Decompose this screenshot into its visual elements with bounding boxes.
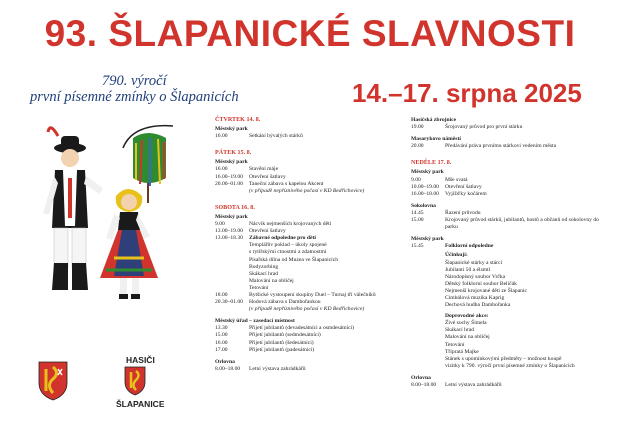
list-item: Malování na obličej: [445, 334, 490, 341]
day-heading-friday: PÁTEK 15. 8.: [215, 150, 252, 157]
event-time: 9.00: [411, 176, 421, 183]
venue-heading: Městský park: [411, 169, 444, 176]
event-time: 16.00–19.00: [215, 173, 243, 180]
list-item: Malování na obličej: [249, 277, 294, 284]
list-item: s rytířskými ctnostmi a zdatnostmi: [249, 249, 327, 256]
list-item: Dechová hudba Dambořanka: [445, 302, 511, 309]
event-time: 17.00: [215, 346, 228, 353]
venue-heading: Sokolovna: [411, 202, 436, 209]
event-time: 15.00: [411, 217, 424, 224]
event-text: Letní výstava zahrádkářů: [445, 382, 502, 388]
weather-note: (v případě nepříznivého počasí v KD Bedřichovice): [249, 306, 365, 313]
list-item: Skákací hrad: [445, 327, 475, 334]
subtitle-line-2: první písemné zmínky o Šlapanicích: [30, 89, 239, 105]
festival-dates: 14.–17. srpna 2025: [352, 78, 582, 108]
event-row: [215, 174, 405, 181]
kids-activities-list: [215, 242, 405, 292]
event-text: Přijetí jubilantů (devadesátníci a osmdesátníci): [249, 325, 355, 332]
event-time: 16.00–18.00: [411, 190, 439, 197]
list-item: Živé sochy Šimela: [445, 320, 487, 327]
event-text: Taneční zábava s kapelou Akcent: [249, 180, 324, 187]
slapanice-label: ŠLAPANICE: [116, 399, 165, 409]
event-time: 8.00–18.00: [215, 365, 241, 372]
event-time: 13.00–19.00: [215, 228, 243, 235]
hasici-shield-icon: [124, 366, 146, 396]
event-time: 8.00–18.00: [411, 382, 437, 388]
event-text: Vyjížďky kočárem: [445, 190, 487, 197]
list-item: Stánek s upomínkovými předměty – možnost koupě: [445, 355, 562, 362]
event-text: Otevření šatlavy: [249, 228, 286, 235]
event-time: 9.00: [215, 221, 225, 228]
event-row: [215, 332, 405, 339]
venue-heading: Městský park: [411, 236, 444, 243]
venue-heading: Masarykovo náměstí: [411, 136, 461, 143]
event-row: [411, 382, 611, 389]
event-text: Folklorní odpoledne: [445, 243, 494, 250]
list-item: vizitky k 790. výročí první písemné zmínky o Šlapanicích: [445, 362, 575, 369]
venue-heading: Hasičská zbrojnice: [411, 117, 457, 123]
event-time: 19.00: [411, 124, 424, 131]
performers-heading: Účinkují:: [445, 252, 468, 259]
event-time: 10.00–19.00: [411, 183, 439, 190]
list-item: Jubilanti 50 a élsmtí: [445, 266, 491, 273]
list-item: Třípratá Majke: [445, 348, 479, 355]
list-item: Tetování: [445, 341, 465, 348]
event-text: Přijetí jubilantů (padesátníci): [249, 346, 315, 353]
event-text: Setkání bývalých stárků: [249, 133, 303, 140]
event-row: [215, 181, 405, 188]
event-row: [411, 243, 611, 250]
event-time: 16.00: [215, 166, 228, 173]
poster-title: 93. ŠLAPANICKÉ SLAVNOSTI: [44, 13, 576, 54]
event-text: Přijetí jubilantů (šedesátníci): [249, 339, 314, 346]
day-heading-sunday: NEDĚLE 17. 8.: [411, 160, 452, 167]
program-column-2: [411, 117, 611, 389]
event-text: Otevření šatlavy: [249, 173, 286, 180]
event-text: Letní výstava zahrádkářů: [249, 365, 306, 372]
man-figure-icon: [43, 128, 103, 290]
event-row: [215, 340, 405, 347]
event-time: 20.00: [411, 143, 424, 150]
weather-note: (v případě nepříznivého počasí v KD Bedřichovice): [249, 187, 365, 194]
event-text: Předávání práva prvnímu stárkovi vedením města: [445, 143, 557, 150]
list-item: Cimbálová muzika Kaprig: [445, 294, 505, 301]
event-row: [215, 166, 405, 173]
venue-heading: Městský úřad – zasedací místnost: [215, 318, 295, 325]
event-text: Otevření šatlavy: [445, 183, 482, 190]
event-text: Stavění máje: [249, 166, 279, 173]
event-text: Krojovaný průvod stárků, jubilantů, hostů a občanů od sokolovny do parku: [445, 217, 599, 231]
extras-heading: Doprovodné akce:: [445, 313, 489, 320]
list-item: Skákací hrad: [249, 270, 279, 277]
event-row: [411, 217, 611, 231]
event-text: Zábavné odpoledne pro děti: [249, 235, 316, 242]
event-text: Přijetí jubilantů (sedmdesátníci): [249, 332, 321, 339]
list-item: Bodyzorbing: [249, 263, 279, 270]
event-row: [411, 210, 611, 217]
event-time: 13.00–18.30: [215, 235, 243, 242]
event-row: [215, 347, 405, 354]
event-time: 13.30: [215, 325, 228, 332]
event-row: [411, 143, 611, 150]
event-row: [411, 184, 611, 191]
venue-heading: Orlovna: [215, 358, 235, 365]
event-row: [411, 177, 611, 184]
anniversary-subtitle: [30, 73, 239, 105]
event-row: [215, 292, 405, 299]
hasici-slapanice-logo: [112, 355, 168, 415]
event-time: 20.00–01.00: [215, 180, 243, 187]
list-item: Tetování: [249, 284, 269, 291]
event-time: 18.00: [215, 291, 228, 298]
event-time: 14.45: [411, 209, 424, 216]
event-row: [411, 124, 611, 131]
subtitle-line-1: 790. výročí: [101, 73, 167, 89]
event-row: [411, 191, 611, 198]
event-row: [215, 133, 405, 140]
event-text: Nácvik nejmenších krojovaných dětí: [249, 221, 332, 228]
event-time: 20.30–01.00: [215, 299, 243, 306]
event-text: Hodová zábava s Dambořankou: [249, 299, 321, 306]
list-item: Templářův poklad – úkoly spojené: [249, 242, 327, 249]
event-time: 15.00: [215, 332, 228, 339]
folk-couple-illustration: [28, 118, 198, 308]
venue-heading: Městský park: [215, 159, 248, 166]
list-item: Písařská dílna od Muzea ve Šlapanicích: [249, 256, 339, 263]
event-text: Bytšické vystoupení skupiny Duel – Turnaj tří válečníků: [249, 291, 376, 298]
list-item: Šlapanické stárky a stárci: [445, 259, 503, 266]
day-heading-saturday: SOBOTA 16. 8.: [215, 204, 255, 211]
venue-heading: Orlovna: [411, 374, 431, 381]
event-time: 15.45: [411, 243, 424, 250]
event-text: Šrojovaný průvod pro první stárku: [445, 124, 523, 131]
event-row: [215, 228, 405, 235]
program-column-1: [215, 117, 405, 373]
event-time: 16.00: [215, 133, 228, 140]
hasici-label: HASIČI: [126, 355, 155, 365]
slapanice-coat-of-arms-icon: [38, 361, 68, 401]
venue-heading: Městský park: [215, 213, 248, 220]
list-item: Dětský folklorní soubor Beličák: [445, 280, 517, 287]
venue-heading: Městský park: [215, 126, 248, 133]
list-item: Národopisný soubor Vrčka: [445, 273, 506, 280]
event-time: 16.00: [215, 339, 228, 346]
woman-figure-icon: [100, 189, 158, 299]
event-row: [215, 221, 405, 228]
event-text: Řazení průvodu: [445, 209, 481, 216]
event-text: Mše svatá: [445, 176, 468, 183]
event-row: [215, 366, 405, 373]
day-heading-thursday: ČTVRTEK 14. 8.: [215, 117, 261, 123]
list-item: Nejmenší krojované děti ze Šlapanic: [445, 287, 528, 294]
performers-list: [411, 252, 611, 370]
